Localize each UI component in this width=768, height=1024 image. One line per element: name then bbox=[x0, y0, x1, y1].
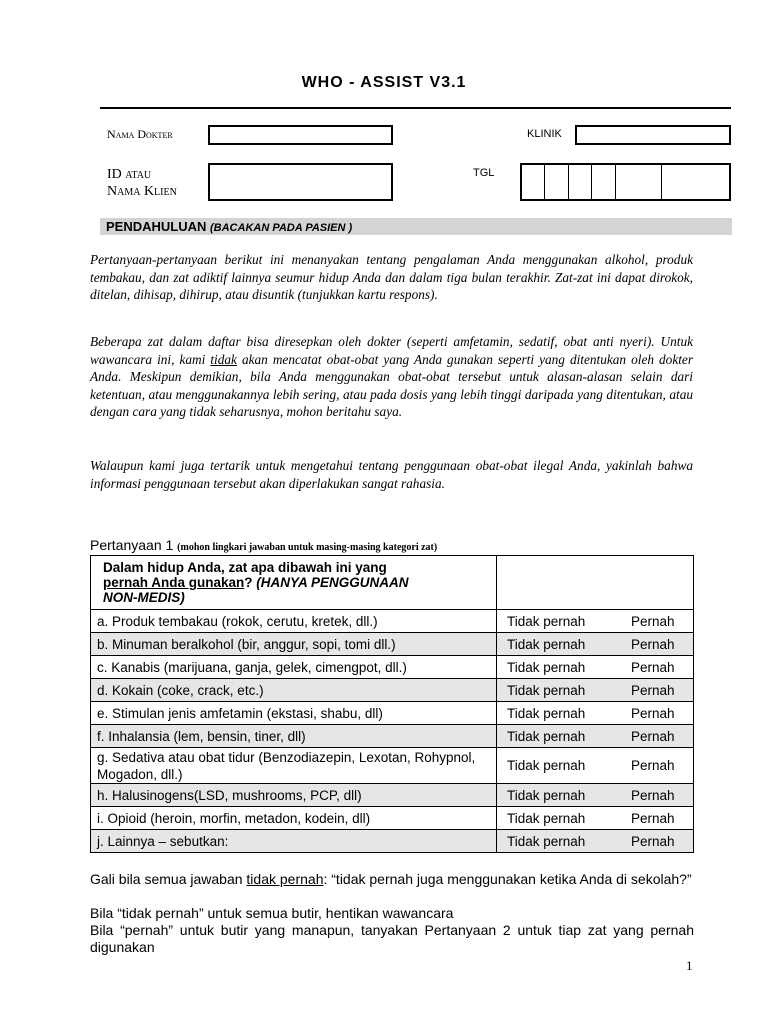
answer-ever[interactable]: Pernah bbox=[631, 613, 675, 629]
substance-label: j. Lainnya – sebutkan: bbox=[91, 830, 497, 853]
question-1-prompt-line1: Dalam hidup Anda, zat apa dibawah ini yang bbox=[103, 560, 387, 575]
intro-paragraph-2 bbox=[90, 333, 693, 421]
question-1-prompt-underlined: pernah Anda gunakan bbox=[103, 575, 245, 590]
answer-cell bbox=[497, 748, 694, 784]
substance-label: g. Sedativa atau obat tidur (Benzodiazepin, Lexotan, Rohypnol, Mogadon, dll.) bbox=[91, 748, 497, 784]
doctor-name-field[interactable] bbox=[208, 125, 393, 145]
substance-label: e. Stimulan jenis amfetamin (ekstasi, shabu, dll) bbox=[91, 702, 497, 725]
answer-ever[interactable]: Pernah bbox=[631, 833, 675, 849]
instruction-probe-part-b: : “tidak pernah juga menggunakan ketika Anda di sekolah?” bbox=[323, 871, 692, 887]
clinic-field[interactable] bbox=[575, 125, 731, 145]
answer-ever[interactable]: Pernah bbox=[631, 758, 675, 773]
question-1-header-row bbox=[91, 556, 694, 610]
document-title: WHO - ASSIST V3.1 bbox=[301, 74, 467, 91]
intro-paragraph-2-part-b: akan mencatat obat-obat yang Anda gunakan seperti yang ditentukan oleh dokter Anda. Meskipun demikian, bila Anda menggunakan obat-obat tersebut untuk alasan-alasan selain dari ketentuan, atau menggunakannya lebih sering, atau pada dosis yang lebih tinggi daripada yang ditentukan, atau dengan cara yang tidak seharusnya, mohon beritahu saya. bbox=[90, 351, 693, 419]
answer-never[interactable]: Tidak pernah bbox=[507, 833, 586, 849]
question-1-title: Pertanyaan 1 bbox=[90, 537, 178, 553]
table-row bbox=[91, 807, 694, 830]
instruction-stop: Bila “tidak pernah” untuk semua butir, hentikan wawancara bbox=[90, 905, 454, 921]
answer-cell bbox=[497, 702, 694, 725]
answer-never[interactable]: Tidak pernah bbox=[507, 728, 586, 744]
page-number: 1 bbox=[686, 958, 693, 973]
substance-label: b. Minuman beralkohol (bir, anggur, sopi, tomi dll.) bbox=[91, 633, 497, 656]
title-rule bbox=[100, 107, 731, 109]
table-row bbox=[91, 656, 694, 679]
answer-cell bbox=[497, 656, 694, 679]
table-row bbox=[91, 725, 694, 748]
intro-section-note: (BACAKAN PADA PASIEN ) bbox=[210, 222, 353, 234]
table-row bbox=[91, 610, 694, 633]
answer-never[interactable]: Tidak pernah bbox=[507, 636, 586, 652]
date-cell[interactable] bbox=[545, 165, 568, 199]
answer-never[interactable]: Tidak pernah bbox=[507, 682, 586, 698]
client-id-label-line1: ID atau bbox=[107, 167, 152, 182]
date-cell[interactable] bbox=[592, 165, 615, 199]
instruction-probe bbox=[90, 871, 694, 888]
question-1-prompt-line3: NON-MEDIS) bbox=[103, 590, 185, 605]
answer-never[interactable]: Tidak pernah bbox=[507, 758, 586, 773]
substance-label: c. Kanabis (marijuana, ganja, gelek, cimengpot, dll.) bbox=[91, 656, 497, 679]
question-1-note: (mohon lingkari jawaban untuk masing-masing kategori zat) bbox=[177, 542, 438, 553]
answer-ever[interactable]: Pernah bbox=[631, 636, 675, 652]
answer-cell bbox=[497, 679, 694, 702]
table-row bbox=[91, 748, 694, 784]
substance-label: f. Inhalansia (lem, bensin, tiner, dll) bbox=[91, 725, 497, 748]
question-1-prompt-mark: ? bbox=[244, 575, 257, 590]
question-1-prompt bbox=[91, 556, 497, 610]
table-row bbox=[91, 830, 694, 853]
table-row bbox=[91, 784, 694, 807]
question-1-heading bbox=[90, 537, 437, 553]
answer-ever[interactable]: Pernah bbox=[631, 682, 675, 698]
date-field[interactable] bbox=[520, 163, 731, 201]
answer-ever[interactable]: Pernah bbox=[631, 810, 675, 826]
client-id-label bbox=[107, 166, 177, 200]
question-1-answer-header bbox=[497, 556, 694, 610]
intro-section-bar bbox=[100, 218, 732, 235]
intro-paragraph-3: Walaupun kami juga tertarik untuk mengetahui tentang penggunaan obat-obat ilegal Anda, yakinlah bahwa informasi penggunaan tersebut akan diperlakukan sangat rahasia. bbox=[90, 458, 693, 491]
answer-cell bbox=[497, 807, 694, 830]
instruction-continue: Bila “pernah” untuk butir yang manapun, tanyakan Pertanyaan 2 untuk tiap zat yang pernah digunakan bbox=[90, 922, 694, 955]
answer-never[interactable]: Tidak pernah bbox=[507, 613, 586, 629]
question-1-table bbox=[90, 555, 694, 853]
answer-cell bbox=[497, 633, 694, 656]
answer-never[interactable]: Tidak pernah bbox=[507, 659, 586, 675]
question-1-prompt-qualifier: (HANYA PENGGUNAAN bbox=[256, 575, 409, 590]
table-row bbox=[91, 679, 694, 702]
answer-ever[interactable]: Pernah bbox=[631, 728, 675, 744]
doctor-name-label: Nama Dokter bbox=[107, 127, 173, 141]
date-cell[interactable] bbox=[522, 165, 545, 199]
answer-never[interactable]: Tidak pernah bbox=[507, 810, 586, 826]
answer-ever[interactable]: Pernah bbox=[631, 705, 675, 721]
answer-ever[interactable]: Pernah bbox=[631, 787, 675, 803]
answer-never[interactable]: Tidak pernah bbox=[507, 705, 586, 721]
intro-section-title: PENDAHULUAN bbox=[106, 219, 210, 234]
substance-label: a. Produk tembakau (rokok, cerutu, kretek, dll.) bbox=[91, 610, 497, 633]
instruction-probe-part-a: Gali bila semua jawaban bbox=[90, 871, 247, 887]
clinic-label: KLINIK bbox=[527, 128, 562, 140]
answer-cell bbox=[497, 610, 694, 633]
substance-label: d. Kokain (coke, crack, etc.) bbox=[91, 679, 497, 702]
date-cell[interactable] bbox=[662, 165, 729, 199]
answer-cell bbox=[497, 784, 694, 807]
date-label: TGL bbox=[473, 167, 495, 179]
answer-ever[interactable]: Pernah bbox=[631, 659, 675, 675]
date-cell[interactable] bbox=[616, 165, 662, 199]
substance-label: i. Opioid (heroin, morfin, metadon, kodein, dll) bbox=[91, 807, 497, 830]
question-1-prompt-line2 bbox=[103, 575, 484, 590]
table-row bbox=[91, 633, 694, 656]
intro-paragraph-2-emphasis: tidak bbox=[210, 351, 237, 367]
substance-label: h. Halusinogens(LSD, mushrooms, PCP, dll) bbox=[91, 784, 497, 807]
answer-never[interactable]: Tidak pernah bbox=[507, 787, 586, 803]
client-id-label-line2: Nama Klien bbox=[107, 184, 177, 199]
answer-cell bbox=[497, 725, 694, 748]
table-row bbox=[91, 702, 694, 725]
answer-cell bbox=[497, 830, 694, 853]
intro-paragraph-2-part-a: Beberapa zat dalam daftar bisa diresepkan oleh dokter (seperti amfetamin, sedatif, obat anti nyeri). Untuk wawancara ini, kami bbox=[90, 334, 693, 367]
client-id-field[interactable] bbox=[208, 163, 393, 201]
date-cell[interactable] bbox=[569, 165, 592, 199]
intro-paragraph-1: Pertanyaan-pertanyaan berikut ini menanyakan tentang pengalaman Anda menggunakan alkohol, produk tembakau, dan zat adiktif lainnya seumur hidup Anda dan dalam tiga bulan terakhir. Zat-zat ini dapat dirokok, ditelan, dihisap, dihirup, atau disuntik (tunjukkan kartu respons). bbox=[90, 252, 693, 302]
instruction-probe-emphasis: tidak pernah bbox=[246, 871, 324, 887]
